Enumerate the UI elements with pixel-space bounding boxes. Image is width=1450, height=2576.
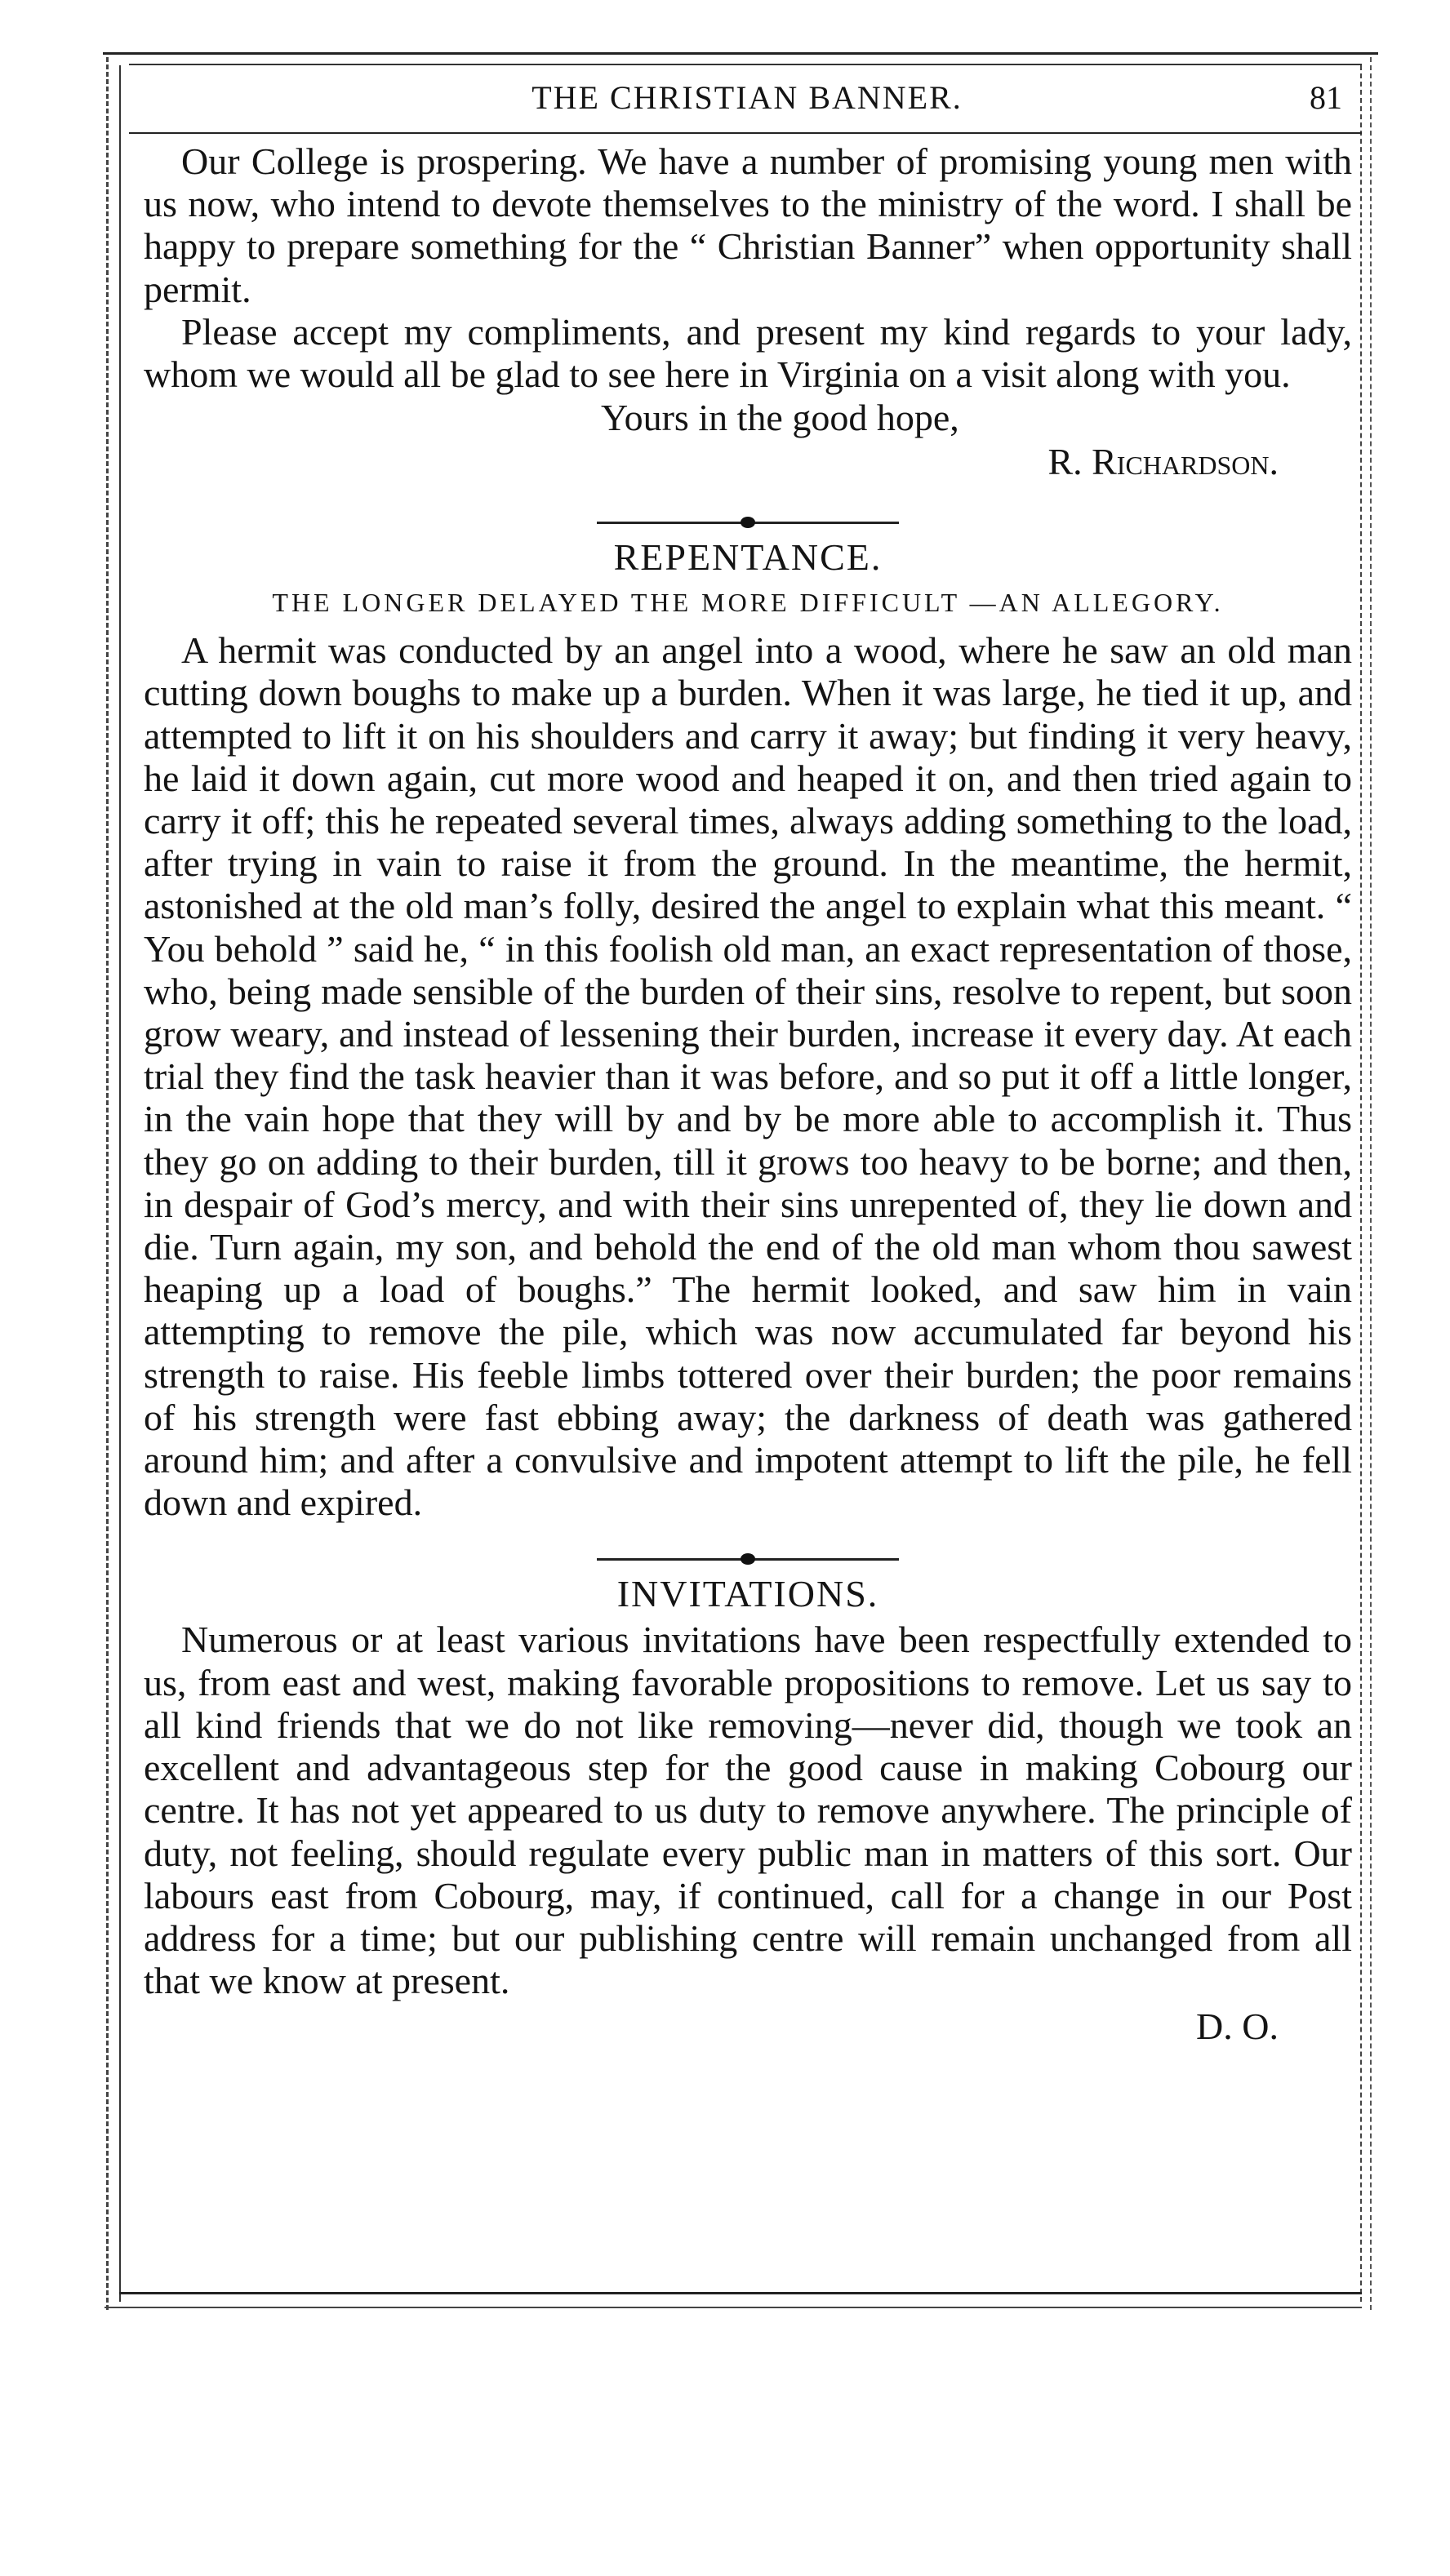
author-initials: D. O. bbox=[1196, 2005, 1279, 2048]
right-border-outer bbox=[1370, 57, 1372, 2310]
right-border-inner bbox=[1360, 65, 1362, 2302]
left-border-outer bbox=[106, 57, 109, 2310]
page-number: 81 bbox=[1310, 79, 1342, 116]
section-divider bbox=[597, 1548, 899, 1570]
article-title: REPENTANCE. bbox=[613, 536, 883, 579]
letter-section bbox=[144, 140, 1352, 484]
letter-signature: R. Richardson. bbox=[1047, 441, 1279, 483]
section-divider bbox=[597, 512, 899, 533]
letter-paragraph: Our College is prospering. We have a number of promising young men with us now, who intend to devote themselves to the ministry of the word. I shall be happy to prepare something for the “ Christian Banner” when opportunity shall permit. bbox=[144, 140, 1352, 310]
invitations-article bbox=[144, 1570, 1352, 2051]
letter-closing: Yours in the good hope, bbox=[601, 397, 959, 439]
article-subtitle: THE LONGER DELAYED THE MORE DIFFICULT —AN ALLEGORY. bbox=[272, 588, 1224, 618]
running-header bbox=[139, 73, 1355, 129]
publication-title: THE CHRISTIAN BANNER. bbox=[532, 79, 963, 116]
left-border-inner bbox=[119, 65, 121, 2302]
top-inner-rule bbox=[129, 64, 1362, 65]
header-rule bbox=[129, 132, 1362, 134]
letter-paragraph: Please accept my compliments, and present my kind regards to your lady, whom we would all be glad to see here in Virginia on a visit along with you. bbox=[144, 310, 1352, 396]
bottom-outer-rule bbox=[105, 2307, 1362, 2308]
top-border-rule bbox=[103, 52, 1378, 55]
page-content bbox=[144, 140, 1352, 2051]
article-body: A hermit was conducted by an angel into a wood, where he saw an old man cutting down boughs to make up a burden. When it was large, he tied it up, and attempted to lift it on his shoulders and carry it away; but finding it very heavy, he laid it down again, cut more wood and heaped it on, and then tried again to carry it off; this he repeated several times, always adding something to the load, after trying in vain to raise it from the ground. In the meantime, the hermit, astonished at the old man’s folly, desired the angel to explain what this meant. “ You behold ” said he, “ in this foolish old man, an exact representation of those, who, being made sensible of the burden of their sins, resolve to repent, but soon grow weary, and instead of lessening their burden, increase it every day. At each trial they find the task heavier than it was before, and so put it off a little longer, in the vain hope that they will by and by be more able to accomplish it. Thus they go on adding to their burden, till it grows too heavy to be borne; and then, in despair of God’s mercy, and with their sins unrepented of, they lie down and die. Turn again, my son, and behold the end of the old man whom thou sawest heaping up a load of boughs.” The hermit looked, and saw him in vain attempting to remove the pile, which was now accumulated far beyond his strength to raise. His feeble limbs tottered over their burden; the poor remains of his strength were fast ebbing away; the darkness of death was gathered around him; and after a convulsive and impotent attempt to lift the pile, he fell down and expired. bbox=[144, 629, 1352, 1524]
repentance-article bbox=[144, 533, 1352, 1524]
bottom-border-rule bbox=[119, 2292, 1362, 2294]
article-title: INVITATIONS. bbox=[616, 1573, 879, 1615]
article-body: Numerous or at least various invitations have been respectfully extended to us, from east and west, making favorable propositions to remove. Let us say to all kind friends that we do not like removing—never did, though we took an excellent and advantageous step for the good cause in making Cobourg our centre. It has not yet appeared to us duty to remove anywhere. The principle of duty, not feeling, should regulate every public man in matters of this sort. Our labours east from Cobourg, may, if continued, call for a change in our Post address for a time; but our publishing centre will remain unchanged from all that we know at present. bbox=[144, 1619, 1352, 2002]
